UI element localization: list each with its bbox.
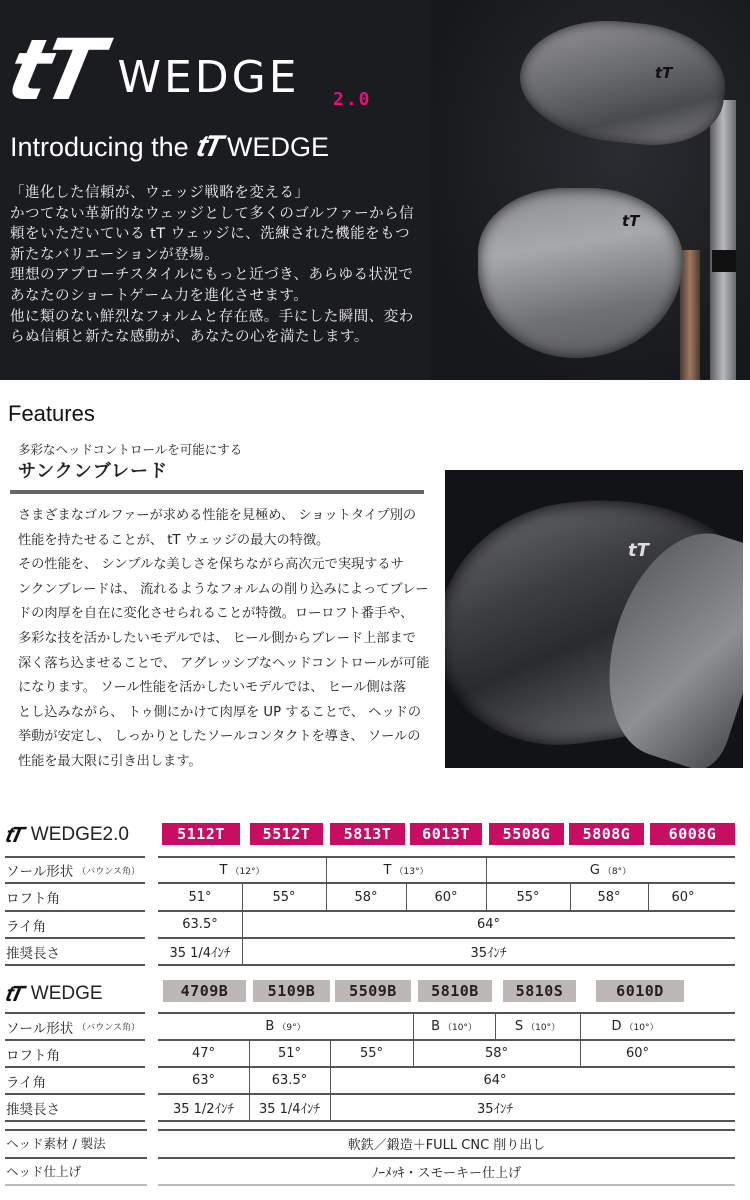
model-badge: 5808G bbox=[569, 823, 644, 845]
logo-wedge: WEDGE bbox=[117, 52, 300, 103]
cell-length: 35 1/4ｲﾝﾁ bbox=[258, 1102, 321, 1117]
title-tt: tT bbox=[3, 981, 24, 1006]
divider bbox=[5, 1184, 147, 1186]
divider bbox=[158, 964, 735, 966]
club-shaft bbox=[710, 100, 736, 380]
body-line: 性能を持たせることが、 tT ウェッジの最大の特徴。 bbox=[18, 532, 330, 548]
sunken-blade-image bbox=[445, 470, 743, 768]
cell-loft: 60° bbox=[671, 889, 695, 905]
cell-length: 35ｲﾝﾁ bbox=[476, 1102, 514, 1117]
divider bbox=[5, 1120, 145, 1122]
row-label-loft: ロフト角 bbox=[6, 891, 60, 907]
body-line: 深く落ち込ませることで、 アグレッシブなヘッドコントロールが可能 bbox=[18, 655, 430, 671]
bounce-angle: （8°） bbox=[602, 866, 632, 877]
cell-lie: 63° bbox=[191, 1073, 216, 1088]
club-shaft bbox=[680, 250, 700, 380]
cell-sole bbox=[580, 1014, 690, 1039]
cell-sole bbox=[326, 858, 486, 882]
label-note: （バウンス角） bbox=[77, 866, 140, 877]
cell-length: 35ｲﾝﾁ bbox=[470, 946, 507, 961]
cell-sole bbox=[158, 858, 326, 882]
cell-finish: ﾉｰﾒｯｷ・スモーキー仕上げ bbox=[372, 1165, 521, 1181]
title-text: WEDGE bbox=[30, 983, 103, 1004]
spec-title-wedge bbox=[3, 981, 103, 1007]
bounce-angle: （12°） bbox=[230, 866, 265, 877]
cell-loft: 60° bbox=[434, 889, 458, 905]
row-label-length: 推奨長さ bbox=[6, 1101, 60, 1118]
sole-type: S bbox=[514, 1019, 524, 1034]
row-label-sole bbox=[6, 858, 140, 882]
row-label-length: 推奨長さ bbox=[6, 945, 60, 962]
cell-length: 35 1/4ｲﾝﾁ bbox=[169, 946, 231, 961]
hero-banner bbox=[0, 0, 750, 380]
divider bbox=[5, 964, 145, 966]
intro-tt: tT bbox=[193, 130, 223, 163]
sole-type: B bbox=[431, 1019, 440, 1034]
cell-loft: 55° bbox=[359, 1046, 384, 1061]
body-line: さまざまなゴルファーが求める性能を見極め、 ショットタイプ別の bbox=[18, 508, 417, 523]
logo-version: 2.0 bbox=[333, 89, 372, 110]
divider bbox=[10, 490, 424, 494]
label-text: ソール形状 bbox=[6, 864, 74, 880]
model-badge: 5112T bbox=[162, 823, 240, 845]
cell-lie: 63.5° bbox=[182, 917, 218, 932]
body-line: になります。 ソール性能を活かしたいモデルでは、 ヒール側は落 bbox=[18, 680, 407, 696]
row-label-finish: ヘッド仕上げ bbox=[6, 1164, 82, 1179]
copy-line: 新たなバリエーションが登場。 bbox=[10, 246, 220, 263]
cell-loft: 55° bbox=[272, 889, 296, 905]
model-badge: 5810S bbox=[503, 980, 576, 1002]
label-note: （バウンス角） bbox=[77, 1023, 140, 1033]
body-line: 多彩な技を活かしたいモデルでは、 ヒール側からブレード上部まで bbox=[18, 630, 416, 646]
label-text: ソール形状 bbox=[6, 1020, 74, 1037]
bounce-angle: （9°） bbox=[277, 1023, 306, 1033]
features-body bbox=[18, 504, 430, 775]
model-badge: 5813T bbox=[330, 823, 405, 845]
row-label-material: ヘッド素材 / 製法 bbox=[6, 1136, 106, 1151]
model-badge: 6008G bbox=[650, 823, 735, 845]
cell-sole bbox=[413, 1014, 495, 1039]
body-line: その性能を、 シンプルな美しさを保ちながら高次元で実現するサ bbox=[18, 557, 404, 573]
sole-type: T bbox=[383, 862, 392, 878]
model-badge: 5810B bbox=[418, 980, 492, 1002]
cell-length: 35 1/2ｲﾝﾁ bbox=[172, 1102, 235, 1117]
divider bbox=[158, 1184, 735, 1186]
cell-sole bbox=[158, 1014, 413, 1039]
copy-line: らぬ信頼と新たな感動が、あなたの心を満たします。 bbox=[10, 329, 369, 346]
hero-copy bbox=[10, 183, 440, 348]
sole-type: G bbox=[589, 862, 600, 878]
cell-lie: 64° bbox=[476, 917, 501, 932]
body-line: ドの肉厚を自在に変化させられることが特徴。ローロフト番手や、 bbox=[18, 606, 414, 622]
copy-line: かつてない革新的なウェッジとして多くのゴルファーから信 bbox=[10, 205, 415, 222]
sole-type: D bbox=[611, 1019, 622, 1034]
row-label-sole bbox=[6, 1014, 140, 1039]
intro-prefix: Introducing the bbox=[10, 131, 189, 162]
title-text: WEDGE2.0 bbox=[30, 824, 129, 845]
cell-lie: 64° bbox=[483, 1073, 507, 1088]
cell-loft: 55° bbox=[516, 889, 540, 905]
divider bbox=[158, 1120, 735, 1122]
bounce-angle: （10°） bbox=[526, 1023, 561, 1033]
copy-line: 頼をいただいている tT ウェッジに、洗練された機能をもつ bbox=[10, 226, 411, 243]
row-label-loft: ロフト角 bbox=[6, 1047, 60, 1064]
intro-heading bbox=[10, 130, 329, 164]
title-tt: tT bbox=[3, 822, 24, 847]
cell-loft: 60° bbox=[625, 1046, 650, 1061]
head-logo-mark: tT bbox=[622, 212, 640, 230]
cell-loft: 58° bbox=[354, 889, 378, 905]
product-logo bbox=[0, 21, 300, 119]
head-logo-mark: tT bbox=[628, 540, 649, 561]
cell-loft: 51° bbox=[277, 1046, 302, 1061]
model-badge: 4709B bbox=[163, 980, 246, 1002]
model-badge: 5512T bbox=[250, 823, 323, 845]
spec-title-wedge20 bbox=[3, 822, 129, 848]
model-badge: 5109B bbox=[253, 980, 330, 1002]
body-line: ンクンブレードは、 流れるようなフォルムの削り込みによってブレー bbox=[18, 581, 429, 597]
features-heading: サンクンブレード bbox=[18, 461, 169, 482]
cell-loft: 58° bbox=[597, 889, 621, 905]
row-label-lie: ライ角 bbox=[6, 1074, 47, 1091]
bounce-angle: （10°） bbox=[442, 1023, 477, 1033]
bounce-angle: （13°） bbox=[394, 866, 429, 877]
copy-line: 理想のアプローチスタイルにもっと近づき、あらゆる状況で bbox=[10, 267, 414, 284]
row-label-lie: ライ角 bbox=[6, 918, 47, 935]
model-badge: 6010D bbox=[596, 980, 684, 1002]
head-logo-mark: tT bbox=[655, 64, 673, 82]
model-badge: 6013T bbox=[410, 823, 482, 845]
cell-loft: 47° bbox=[191, 1046, 216, 1061]
logo-tt: tT bbox=[0, 21, 106, 119]
cell-sole bbox=[486, 858, 735, 882]
body-line: 挙動が安定し、 しっかりとしたソールコンタクトを導き、 ソールの bbox=[18, 729, 421, 745]
cell-loft: 51° bbox=[188, 889, 212, 905]
copy-line: 他に類のない鮮烈なフォルムと存在感。手にした瞬間、変わ bbox=[10, 308, 414, 325]
copy-line: あなたのショートゲーム力を進化させます。 bbox=[10, 287, 309, 304]
copy-line: 「進化した信頼が、ウェッジ戦略を変える」 bbox=[10, 185, 310, 201]
features-subtitle: 多彩なヘッドコントロールを可能にする bbox=[18, 442, 243, 457]
body-line: 性能を最大限に引き出します。 bbox=[18, 753, 202, 769]
body-line: とし込みながら、 トゥ側にかけて肉厚を UP することで、 ヘッドの bbox=[18, 704, 422, 720]
cell-material: 軟鉄／鍛造＋FULL CNC 削り出し bbox=[347, 1137, 546, 1153]
sole-type: T bbox=[219, 862, 228, 878]
cell-loft: 58° bbox=[484, 1046, 509, 1061]
features-title: Features bbox=[8, 401, 95, 426]
sole-type: B bbox=[265, 1019, 275, 1034]
bounce-angle: （10°） bbox=[624, 1023, 659, 1033]
model-badge: 5508G bbox=[489, 823, 564, 845]
cell-sole bbox=[495, 1014, 580, 1039]
cell-lie: 63.5° bbox=[271, 1073, 308, 1088]
intro-suffix: WEDGE bbox=[226, 131, 329, 162]
club-ferrule bbox=[712, 250, 736, 272]
model-badge: 5509B bbox=[335, 980, 411, 1002]
